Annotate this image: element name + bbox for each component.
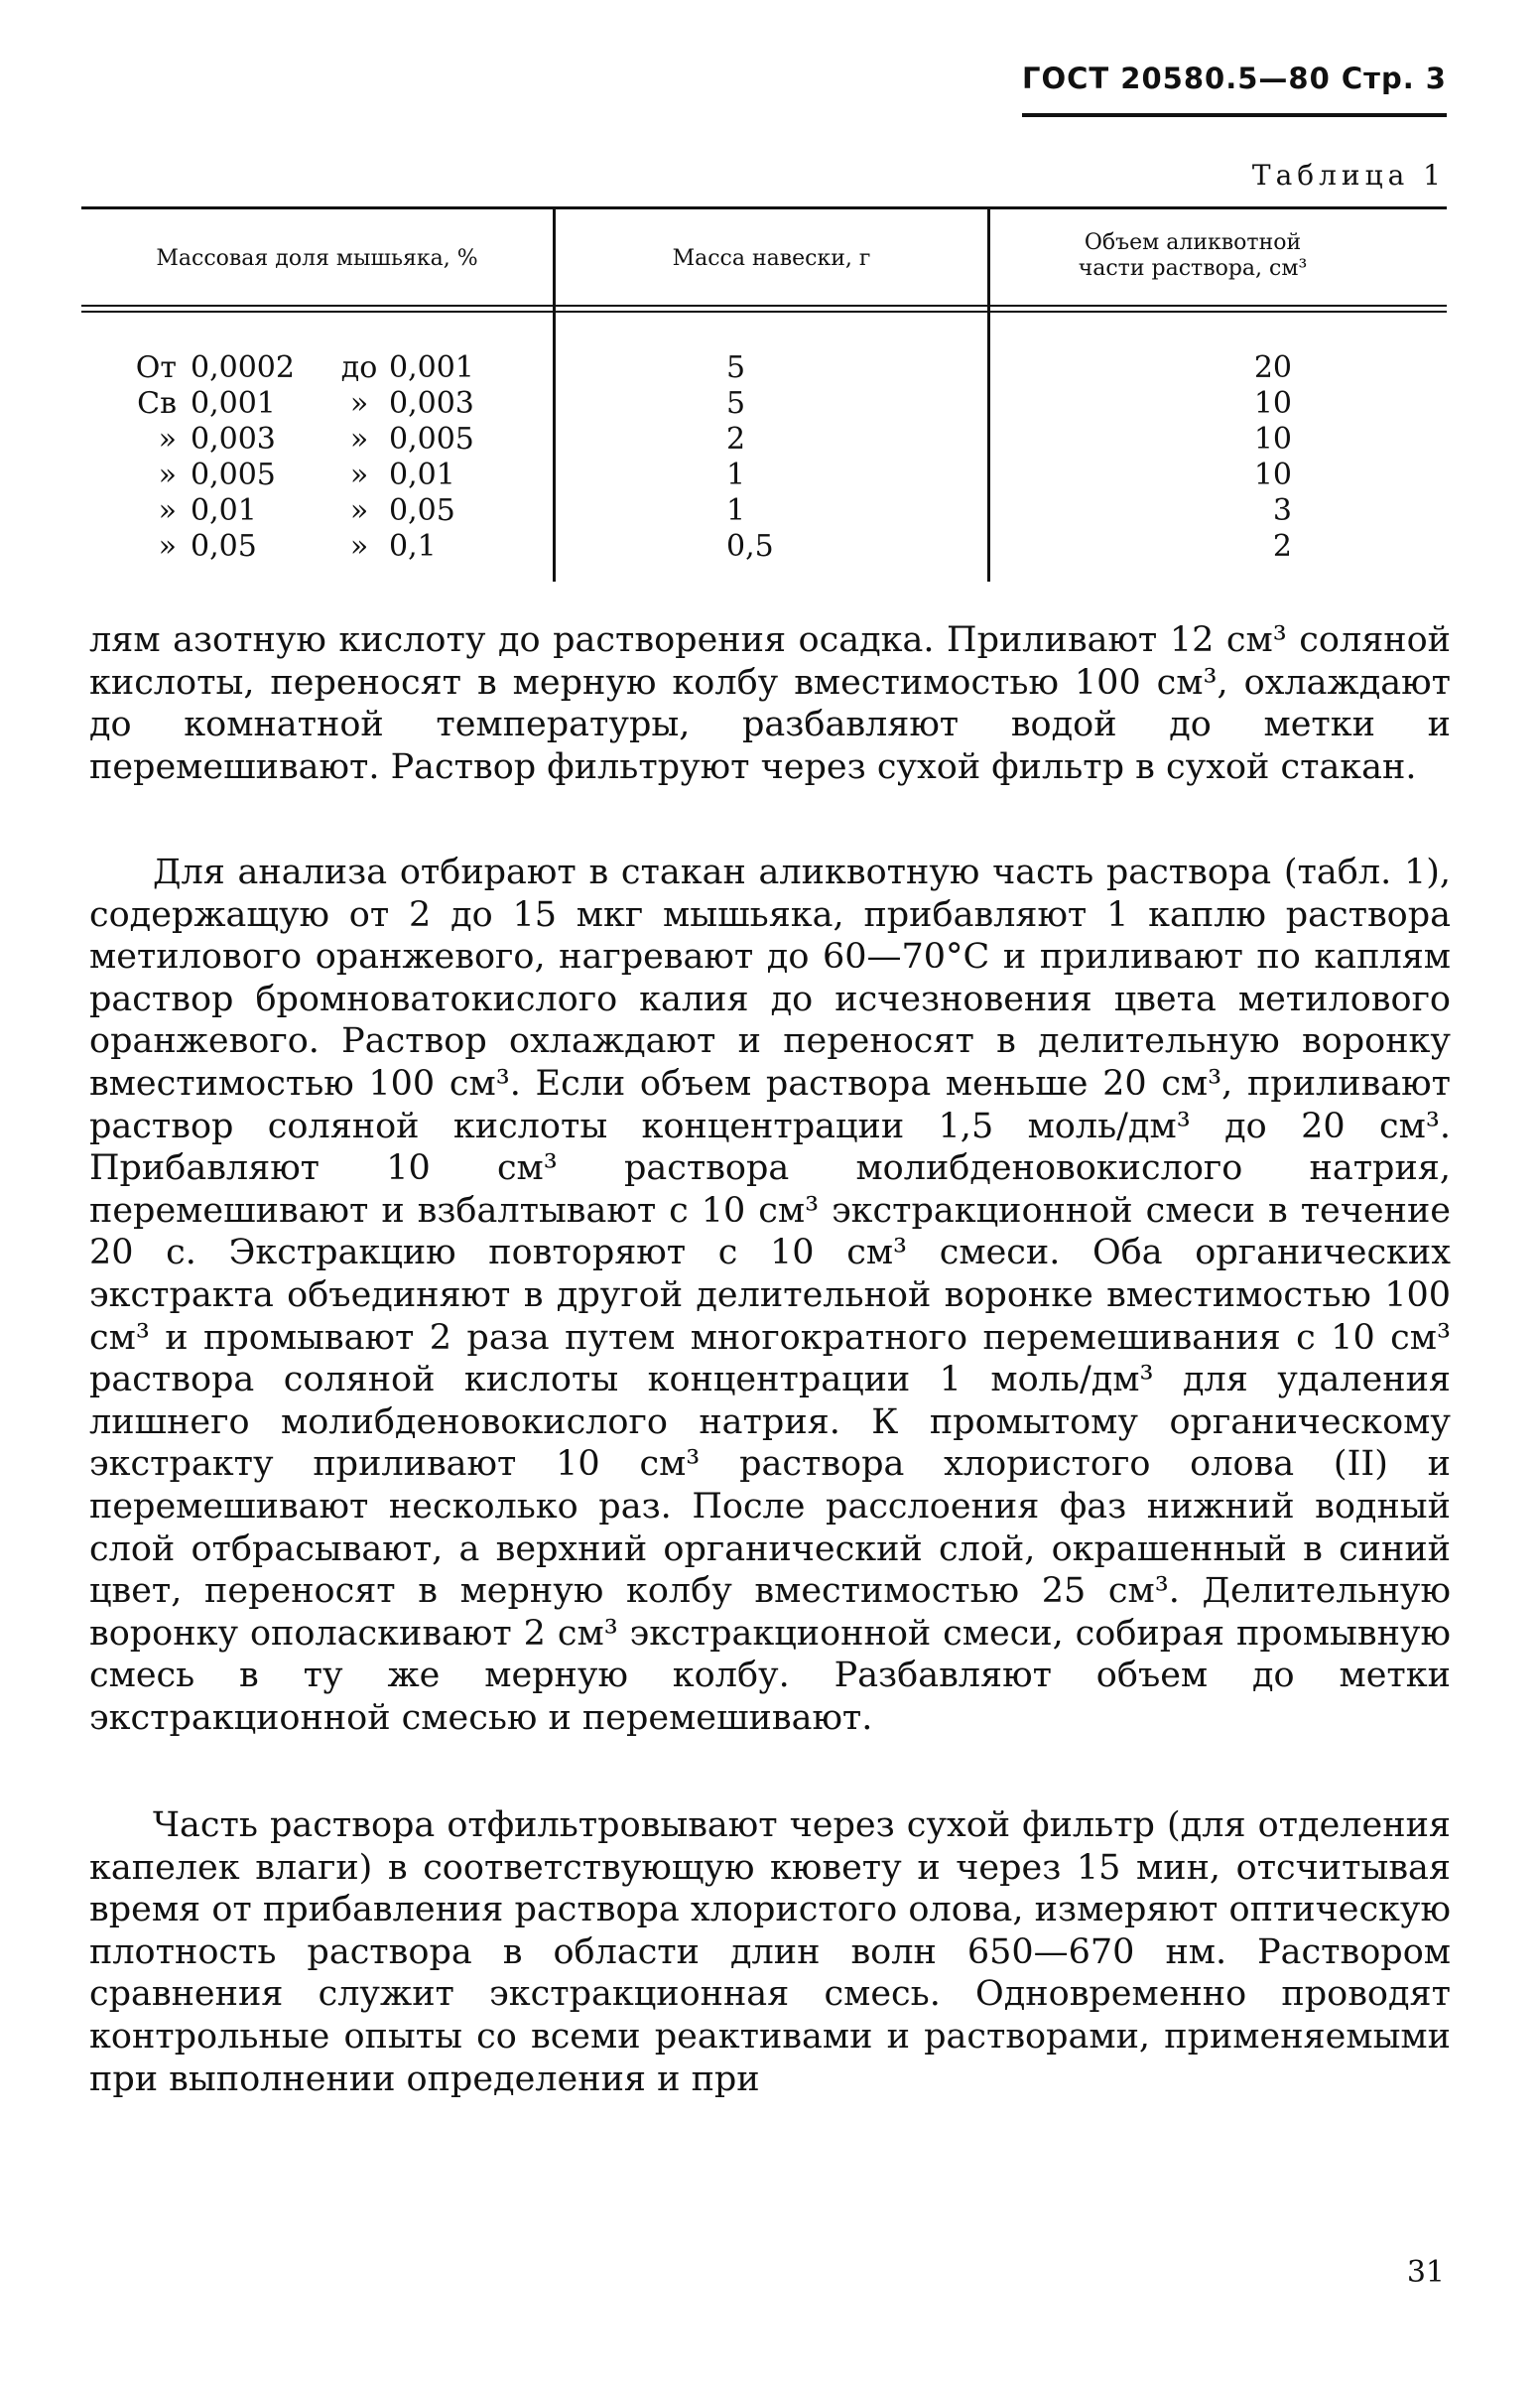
table-row bbox=[117, 529, 544, 565]
table-row bbox=[117, 458, 544, 493]
range-sep: » bbox=[349, 458, 369, 492]
range-from: 0,01 bbox=[191, 493, 257, 528]
volume-cell: 10 bbox=[1253, 458, 1292, 492]
range-to: 0,1 bbox=[389, 529, 437, 564]
range-sep: до bbox=[340, 350, 378, 385]
header-rule bbox=[1022, 113, 1447, 117]
range-prefix: От bbox=[135, 350, 177, 385]
mass-cell: 0,5 bbox=[726, 529, 774, 564]
col-header-arsenic: Массовая доля мышьяка, % bbox=[156, 246, 478, 271]
paragraph: Часть раствора отфильтровывают через сухой фильтр (для отделения капелек влаги) в соответствующую кювету и через 15 мин, отсчитывая время от прибавления раствора хлористого олова, измеряют оптическую плотность раствора в области длин волн 650—670 нм. Раствором сравнения служит экстракционная смесь. Одновременно проводят контрольные опыты со всеми реактивами и растворами, применяемыми при выполнении определения и при bbox=[89, 1805, 1451, 2099]
table-col-divider bbox=[987, 206, 990, 582]
table-header-rule-2 bbox=[81, 311, 1447, 313]
mass-cell: 1 bbox=[726, 493, 746, 528]
volume-cell: 2 bbox=[1272, 529, 1292, 564]
range-prefix: » bbox=[158, 458, 177, 492]
volume-cell: 3 bbox=[1272, 493, 1292, 528]
col-header-volume: Объем аликвотной части раствора, см³ bbox=[1078, 230, 1308, 281]
range-prefix: Св bbox=[137, 386, 177, 421]
standard-code: ГОСТ 20580.5—80 Стр. 3 bbox=[1022, 62, 1447, 95]
arsenic-table bbox=[81, 206, 1447, 584]
paragraph: Для анализа отбирают в стакан аликвотную часть раствора (табл. 1), содержащую от 2 до 15 мкг мышьяка, прибавляют 1 каплю раствора метилового оранжевого, нагревают до 60—70°С и приливают по каплям раствор бромноватокислого калия до исчезновения цвета метилового оранжевого. Раствор охлаждают и переносят в делительную воронку вместимостью 100 см³. Если объем раствора меньше 20 см³, приливают раствор соляной кислоты концентрации 1,5 моль/дм³ до 20 см³. Прибавляют 10 см³ раствора молибденовокислого натрия, перемешивают и взбалтывают с 10 см³ экстракционной смеси в течение 20 с. Экстракцию повторяют с 10 см³ смеси. Оба органических экстракта объединяют в другой делительной воронке вместимостью 100 см³ и промывают 2 раза путем многократного перемешивания с 10 см³ раствора соляной кислоты концентрации 1 моль/дм³ для удаления лишнего молибденовокислого натрия. К промытому органическому экстракту приливают 10 см³ раствора хлористого олова (II) и перемешивают несколько раз. После расслоения фаз нижний водный слой отбрасывают, а верхний органический слой, окрашенный в синий цвет, переносят в мерную колбу вместимостью 25 см³. Делительную воронку ополаскивают 2 см³ экстракционной смеси, собирая промывную смесь в ту же мерную колбу. Разбавляют объем до метки экстракционной смесью и перемешивают. bbox=[89, 853, 1451, 1738]
volume-cell: 10 bbox=[1253, 386, 1292, 421]
range-from: 0,05 bbox=[191, 529, 257, 564]
range-sep: » bbox=[349, 493, 369, 528]
table-caption: Таблица 1 bbox=[1251, 159, 1446, 192]
table-row bbox=[117, 350, 544, 386]
mass-cell: 5 bbox=[726, 350, 746, 385]
page-number: 31 bbox=[1406, 2255, 1445, 2290]
range-sep: » bbox=[349, 422, 369, 457]
mass-cell: 5 bbox=[726, 386, 746, 421]
mass-cell: 2 bbox=[726, 422, 746, 457]
range-from: 0,001 bbox=[191, 386, 276, 421]
table-row bbox=[117, 386, 544, 422]
range-to: 0,005 bbox=[389, 422, 474, 457]
mass-cell: 1 bbox=[726, 458, 746, 492]
page-header bbox=[1022, 62, 1447, 95]
volume-cell: 20 bbox=[1253, 350, 1292, 385]
range-from: 0,003 bbox=[191, 422, 276, 457]
range-from: 0,0002 bbox=[191, 350, 295, 385]
range-prefix: » bbox=[158, 422, 177, 457]
range-prefix: » bbox=[158, 493, 177, 528]
arsenic-range-column bbox=[117, 350, 544, 565]
range-to: 0,003 bbox=[389, 386, 474, 421]
table-header-rule bbox=[81, 305, 1447, 307]
volume-cell: 10 bbox=[1253, 422, 1292, 457]
range-prefix: » bbox=[158, 529, 177, 564]
mass-column bbox=[726, 350, 855, 565]
paragraph: лям азотную кислоту до растворения осадка. Приливают 12 см³ соляной кислоты, переносят в мерную колбу вместимостью 100 см³, охлаждают до комнатной температуры, разбавляют водой до метки и перемешивают. Раствор фильтруют через сухой фильтр в сухой стакан. bbox=[89, 620, 1451, 787]
range-sep: » bbox=[349, 529, 369, 564]
table-row bbox=[117, 422, 544, 458]
range-to: 0,001 bbox=[389, 350, 474, 385]
table-top-rule bbox=[81, 206, 1447, 209]
table-row bbox=[117, 493, 544, 529]
range-to: 0,05 bbox=[389, 493, 455, 528]
col-header-mass: Масса навески, г bbox=[672, 246, 871, 271]
range-from: 0,005 bbox=[191, 458, 276, 492]
range-to: 0,01 bbox=[389, 458, 455, 492]
range-sep: » bbox=[349, 386, 369, 421]
volume-column bbox=[1193, 350, 1292, 565]
